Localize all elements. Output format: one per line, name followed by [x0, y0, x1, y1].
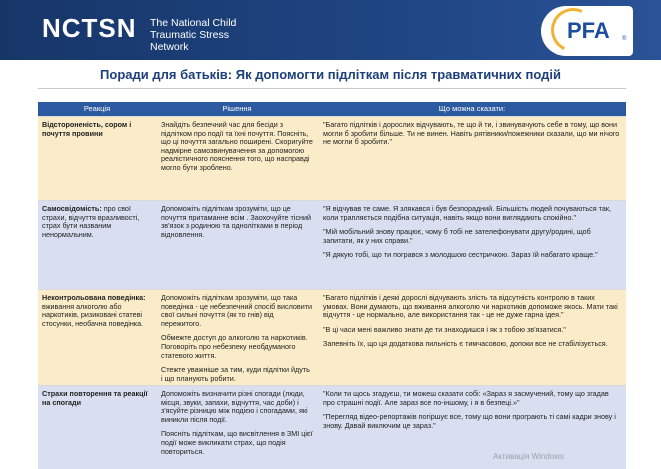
solution-text: Допоможіть підліткам зрозуміти, що така поведінка - це небезпечний спосіб висловити свої сильні почуття (як то гнів) від пережитого. — [161, 293, 313, 328]
solution-cell — [156, 386, 318, 469]
reaction-text: про свої страхи, відчуття вразливості, страх бути названим ненормальним. — [42, 204, 140, 239]
page-title: Поради для батьків: Як допомогти підліткам після травматичних подій — [100, 67, 561, 82]
say-text: "Я дякую тобі, що ти погрався з молодшою сестричкою. Зараз їй набагато краще." — [323, 250, 598, 260]
solution-text: Знайдіть безпечний час для бесіди з підлітком про події та їхні почуття. Поясніть, що ці почуття загально поширені. Скоригуйте надмірне самозвинувачення за допомогою реалістичного пояснення того, що насправді могло бути зроблено. — [161, 120, 313, 172]
pfa-logo-text: PFA — [567, 18, 610, 43]
solution-text: Поясніть підліткам, що висвітлення в ЗМІ цієї події може викликати страх, що подія повториться. — [161, 429, 313, 456]
solution-text: Обмежте доступ до алкоголю та наркотиків. Поговоріть про небезпеку необдуманого статевого життя. — [161, 333, 308, 360]
table-row — [38, 200, 626, 289]
say-cell — [318, 386, 626, 469]
tips-table — [38, 102, 626, 469]
solution-cell — [156, 290, 318, 385]
nctsn-logo: NCTSN — [42, 13, 137, 43]
nctsn-subtitle: The National Child Traumatic Stress Network — [150, 17, 237, 53]
windows-activation-watermark: Активація Windows — [493, 452, 565, 461]
table-row — [38, 289, 626, 385]
registered-mark: ® — [622, 36, 627, 42]
reaction-title: Відстороненість, сором і почуття провини — [42, 120, 132, 138]
say-text: "В ці часи мені важливо знати де ти знаходишся і як з тобою зв'язатися." — [323, 324, 566, 334]
say-text: "Багато підлітків і деякі дорослі відчувають злість та відсутність контролю в таких умовах. Вони думають, що вживання алкоголю чи наркотиків допоможе якось. Мати такі відчуття - це нормально, але використання так - це не дуже гарна ідея." — [323, 293, 618, 320]
reaction-title: Страхи повторення та реакції на спогади — [42, 389, 148, 407]
header-reaction: Реакція — [83, 104, 111, 113]
title-divider — [38, 88, 626, 89]
solution-cell — [156, 117, 318, 200]
say-text: "Перегляд відео-репортажів погіршує все, тому що вони програють ті самі кадри знову і знову. Давай виключим це зараз." — [323, 412, 616, 430]
reaction-cell — [38, 117, 156, 200]
say-cell — [318, 290, 626, 385]
solution-text: Стежте уважніше за тим, куди підлітки йдуть і що планують робити. — [161, 365, 310, 383]
solution-text: Допоможіть підліткам зрозуміти, що це почуття притаманне всім . Заохочуйте тісний зв'язок з родиною та однолітками в період відновлення. — [161, 204, 312, 239]
say-cell — [318, 201, 626, 289]
header-what-to-say: Що можна сказати: — [438, 104, 506, 113]
header-banner — [0, 0, 661, 60]
say-text: Запевніть їх, що ця додаткова пильність є тимчасовою, допоки все не стабілізується. — [323, 339, 608, 349]
reaction-cell — [38, 290, 156, 385]
table-row — [38, 116, 626, 200]
table-header — [38, 102, 626, 116]
reaction-title: Самосвідомість: — [42, 204, 102, 213]
say-text: "Коли ти щось згадуєш, ти можеш сказати собі: «Зараз я засмучений, тому що згадав про страшні події. Але зараз все по-іншому, і я в безпеці.»" — [323, 389, 609, 407]
say-text: "Багато підлітків і дорослих відчувають, те що й ти, і звинувачують себе в тому, що вони могли б зробити більше. Ти не винен. Навіть рятівники/пожежники сказали, що ми нічого не могли б зробити." — [323, 120, 620, 147]
say-text: "Я відчував те саме. Я злякався і був безпорадний. Більшість людей почуваються так, коли трапляється подібна ситуація, навіть якщо вони виглядають спокійно." — [323, 204, 611, 222]
say-text: "Мій мобільний знову працює, чому б тобі не зателефонувати другу/родині, щоб запитати, як у них справи." — [323, 227, 591, 245]
header-solution: Рішення — [222, 104, 252, 113]
reaction-cell — [38, 386, 156, 469]
reaction-cell — [38, 201, 156, 289]
solution-cell — [156, 201, 318, 289]
say-cell — [318, 117, 626, 200]
solution-text: Допоможіть визначити різні спогади (люди, місця, звуки, запахи, відчуття, час доби) і з'ясуйте різницю між подією і спогадами, які виникли після події. — [161, 389, 308, 424]
reaction-title: Неконтрольована поведінка: — [42, 293, 146, 302]
reaction-text: вживання алкоголю або наркотиків, ризиковані статеві стосунки, необачна поведінка. — [42, 301, 144, 328]
